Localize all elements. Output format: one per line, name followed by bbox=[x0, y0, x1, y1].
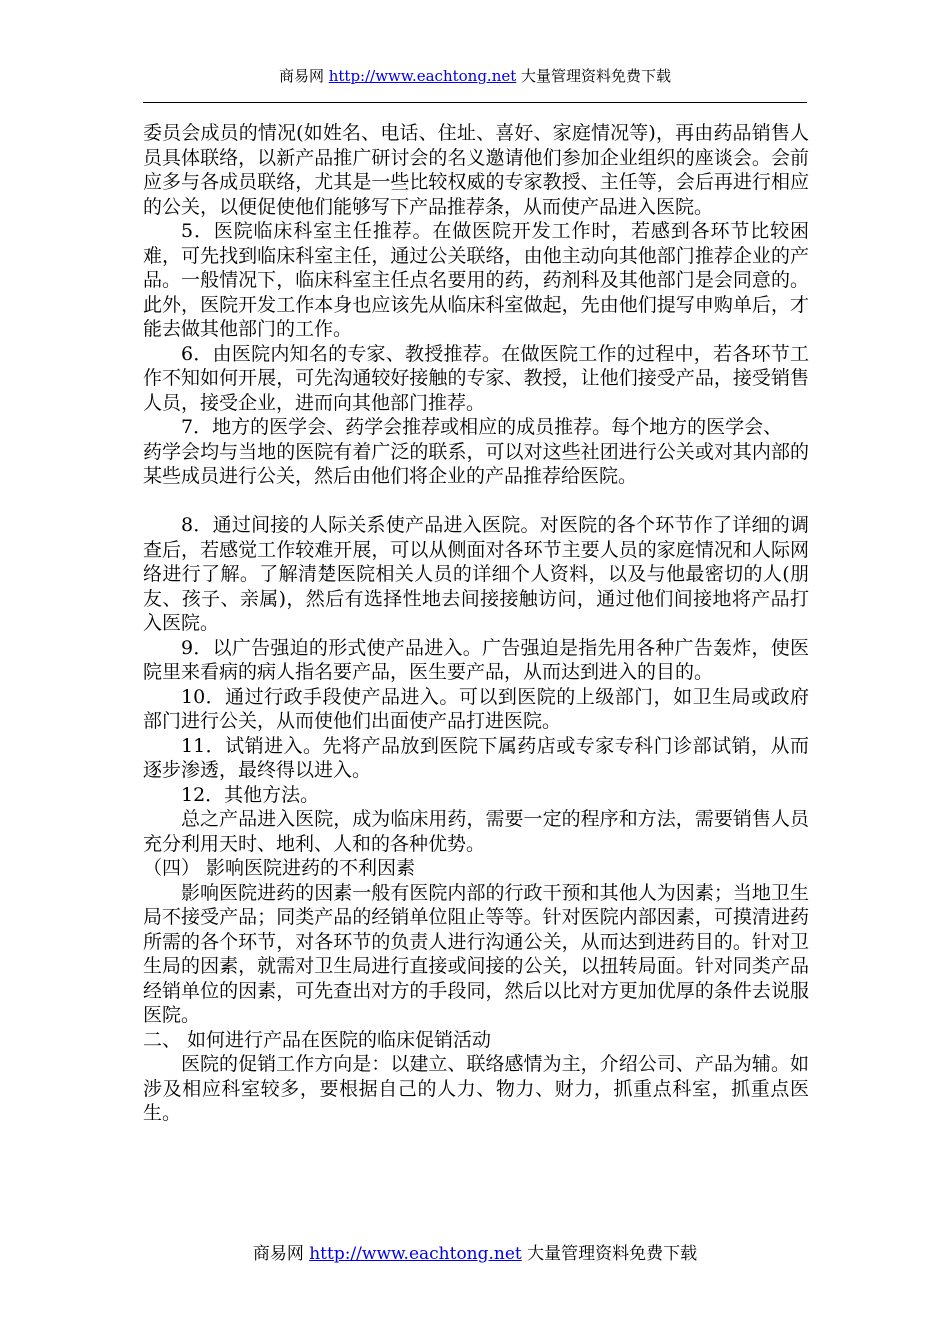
section-heading-2: 二、 如何进行产品在医院的临床促销活动 bbox=[143, 1028, 492, 1051]
header-divider bbox=[143, 102, 807, 103]
paragraph-factors: 影响医院进药的因素一般有医院内部的行政干预和其他人为因素；当地卫生局不接受产品；同类产品的经销单位阻止等等。针对医院内部因素，可摸清进药所需的各个环节，对各环节的负责人进行沟通公关，从而达到进药目的。针对卫生局的因素，就需对卫生局进行直接或间接的公关，以扭转局面。针对同类产品经销单位的因素，可先查出对方的手段同，然后以比对方更加优厚的条件去说服医院。 bbox=[143, 881, 809, 1026]
footer-site-name: 商易网 bbox=[252, 1244, 304, 1264]
paragraph-item-6: 6．由医院内知名的专家、教授推荐。在做医院工作的过程中，若各环节工作不知如何开展，可先沟通较好接触的专家、教授，让他们接受产品，接受销售人员，接受企业，进而向其他部门推荐。 bbox=[143, 342, 809, 414]
paragraph-item-7-part-2: 药学会均与当地的医院有着广泛的联系，可以对这些社团进行公关或对其内部的某些成员进行公关，然后由他们将企业的产品推荐给医院。 bbox=[143, 440, 809, 487]
paragraph-continuation: 委员会成员的情况(如姓名、电话、住址、喜好、家庭情况等)，再由药品销售人员具体联络，以新产品推广研讨会的名义邀请他们参加企业组织的座谈会。会前应多与各成员联络，尤其是一些比较权威的专家教授、主任等，会后再进行相应的公关，以便促使他们能够写下产品推荐条，从而使产品进入医院。 bbox=[143, 122, 809, 218]
document-body bbox=[143, 121, 809, 1126]
paragraph-item-8: 8．通过间接的人际关系使产品进入医院。对医院的各个环节作了详细的调查后，若感觉工作较难开展，可以从侧面对各环节主要人员的家庭情况和人际网络进行了解。了解清楚医院相关人员的详细个人资料，以及与他最密切的人(朋友、孩子、亲属)，然后有选择性地去间接接触访问，通过他们间接地将产品打入医院。 bbox=[143, 514, 809, 634]
paragraph-item-5: 5．医院临床科室主任推荐。在做医院开发工作时，若感到各环节比较困难，可先找到临床科室主任，通过公关联络，由他主动向其他部门推荐企业的产品。一般情况下，临床科室主任点名要用的药，药剂科及其他部门是会同意的。此外，医院开发工作本身也应该先从临床科室做起，先由他们提写申购单后，才能去做其他部门的工作。 bbox=[143, 220, 809, 340]
header-site-link[interactable]: http://www.eachtong.net bbox=[328, 67, 517, 85]
paragraph-promotion: 医院的促销工作方向是：以建立、联络感情为主，介绍公司、产品为辅。如涉及相应科室较多，要根据自己的人力、物力、财力，抓重点科室，抓重点医生。 bbox=[143, 1053, 809, 1124]
section-heading-4: （四） 影响医院进药的不利因素 bbox=[143, 857, 416, 879]
paragraph-item-12: 12．其他方法。 bbox=[181, 783, 320, 806]
footer-tagline: 大量管理资料免费下载 bbox=[527, 1244, 698, 1264]
paragraph-item-9: 9．以广告强迫的形式使产品进入。广告强迫是指先用各种广告轰炸，使医院里来看病的病人指名要产品，医生要产品，从而达到进入的目的。 bbox=[143, 636, 809, 683]
footer-site-link[interactable]: http://www.eachtong.net bbox=[309, 1244, 522, 1264]
paragraph-summary: 总之产品进入医院，成为临床用药，需要一定的程序和方法，需要销售人员充分利用天时、地利、人和的各种优势。 bbox=[143, 808, 809, 855]
paragraph-item-7-part-1: 7．地方的医学会、药学会推荐或相应的成员推荐。每个地方的医学会、 bbox=[181, 416, 783, 438]
blank-line bbox=[143, 489, 809, 514]
page-header bbox=[0, 66, 950, 86]
header-tagline: 大量管理资料免费下载 bbox=[521, 67, 672, 85]
page-footer bbox=[0, 1243, 950, 1265]
paragraph-item-10: 10．通过行政手段使产品进入。可以到医院的上级部门，如卫生局或政府部门进行公关，从而使他们出面使产品打进医院。 bbox=[143, 685, 809, 732]
paragraph-item-11: 11．试销进入。先将产品放到医院下属药店或专家专科门诊部试销，从而逐步渗透，最终得以进入。 bbox=[143, 734, 809, 781]
header-site-name: 商易网 bbox=[278, 67, 324, 85]
